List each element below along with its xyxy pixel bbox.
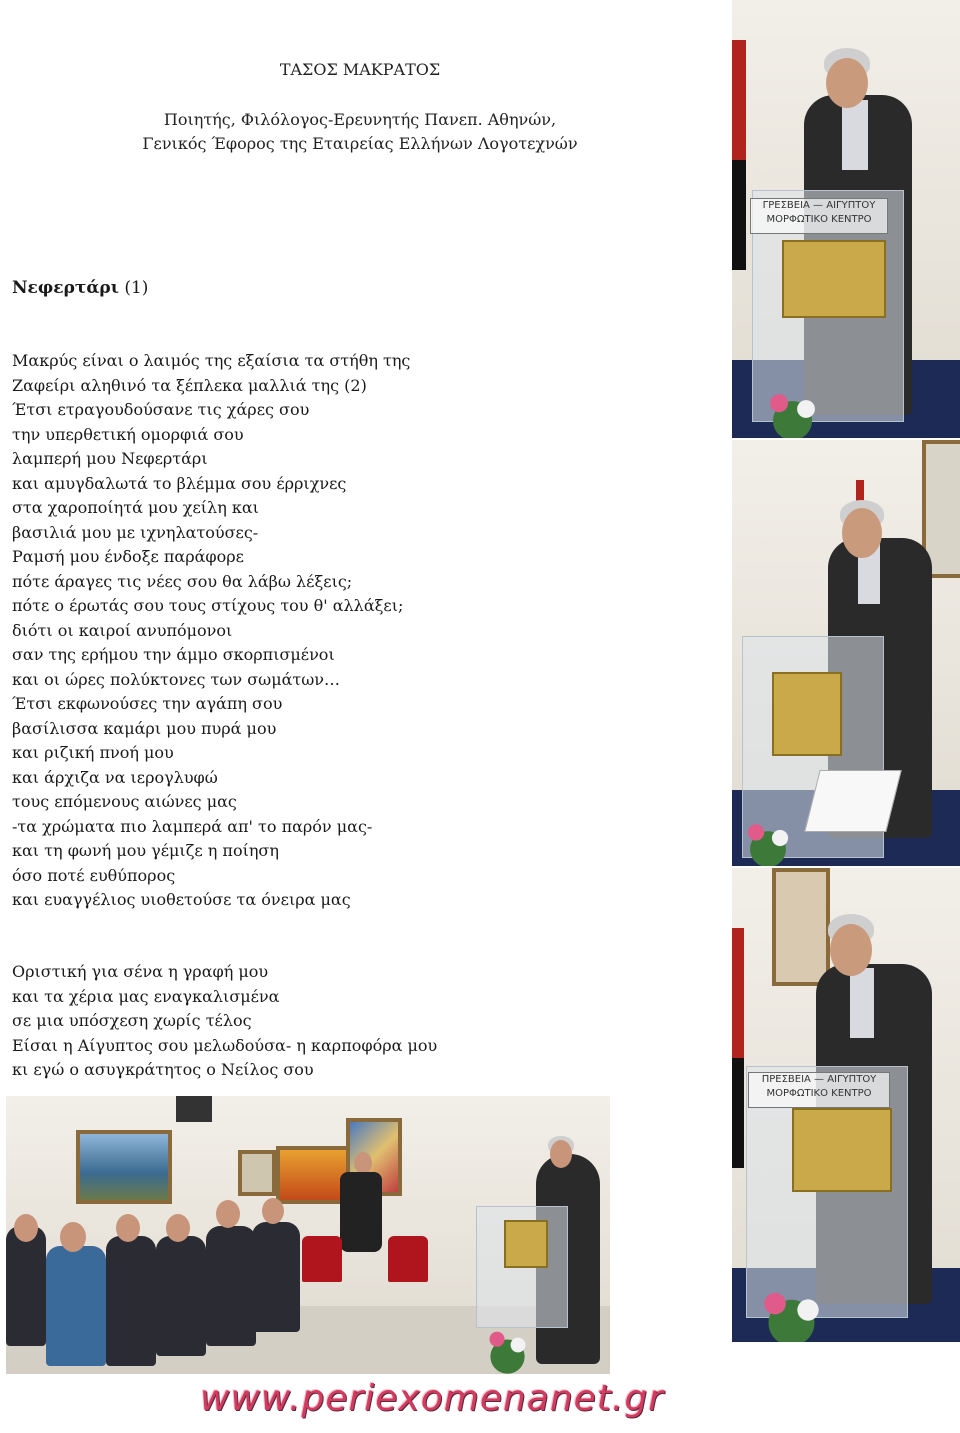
author-affiliation xyxy=(0,108,720,156)
poem-line: διότι οι καιροί ανυπόμονοι xyxy=(12,620,233,640)
poem-line: -τα χρώματα πιο λαμπερά απ' το παρόν μας- xyxy=(12,816,373,836)
poem-line: στα χαροποίητά μου χείλη και xyxy=(12,498,259,517)
poem-line: την υπερθετική ομορφιά σου xyxy=(12,424,244,444)
website-watermark: www.periexomenanet.gr xyxy=(200,1378,665,1419)
photo-speaker-1 xyxy=(732,0,960,438)
banner-text-bottom: ΜΟΡΦΩΤΙΚΟ ΚΕΝΤΡΟ xyxy=(766,214,872,225)
poem-line: και τη φωνή μου γέμιζε η ποίηση xyxy=(12,841,279,860)
poem-line: Ζαφείρι αληθινό τα ξέπλεκα μαλλιά της (2) xyxy=(12,375,367,395)
poem-line: και τα χέρια μας εναγκαλισμένα xyxy=(12,986,280,1006)
photo-speaker-3 xyxy=(732,868,960,1342)
poem-line: λαμπερή μου Νεφερτάρι xyxy=(12,449,208,468)
poem-line: και άρχιζα να ιερογλυφώ xyxy=(12,767,218,787)
poem-line: και οι ώρες πολύκτονες των σωμάτων… xyxy=(12,669,341,689)
poem-line: πότε ο έρωτάς σου τους στίχους του θ' αλλάξει; xyxy=(12,596,404,615)
poem-line: σαν της ερήμου την άμμο σκορπισμένοι xyxy=(12,645,335,664)
poem-line: Ραμσή μου ένδοξε παράφορε xyxy=(12,547,244,566)
poem-line: βασίλισσα καμάρι μου πυρά μου xyxy=(12,718,277,738)
poem-stanza-1 xyxy=(12,349,410,913)
banner-text-top-3: ΠΡΕΣΒΕΙΑ — ΑΙΓΥΠΤΟΥ xyxy=(761,1074,877,1085)
poem-line: τους επόμενους αιώνες μας xyxy=(12,792,237,811)
poem-line: Οριστική για σένα η γραφή μου xyxy=(12,962,269,981)
poem-line: κι εγώ ο ασυγκράτητος ο Νείλος σου xyxy=(12,1060,314,1079)
poem-line: όσο ποτέ ευθύπορος xyxy=(12,865,176,885)
poem-line: και αμυγδαλωτά το βλέμμα σου έρριχνες xyxy=(12,473,347,493)
poem-line: Έτσι εκφωνούσες την αγάπη σου xyxy=(12,694,283,713)
poem-title-text: Νεφερτάρι xyxy=(12,278,119,298)
affiliation-line-2: Γενικός Έφορος της Εταιρείας Ελλήνων Λογοτεχνών xyxy=(142,134,578,153)
banner-text-bottom-3: ΜΟΡΦΩΤΙΚΟ ΚΕΝΤΡΟ xyxy=(766,1088,872,1099)
photo-audience xyxy=(6,1096,610,1374)
banner-text-top: ΓΡΕΣΒΕΙΑ — ΑΙΓΥΠΤΟΥ xyxy=(762,200,876,211)
author-name: ΤΑΣΟΣ ΜΑΚΡΑΤΟΣ xyxy=(279,60,441,79)
poem-stanza-2 xyxy=(12,960,437,1083)
poem-line: και ευαγγέλιος υιοθετούσε τα όνειρα μας xyxy=(12,890,351,909)
poem-title-note: (1) xyxy=(118,278,149,298)
poem-line: Μακρύς είναι ο λαιμός της εξαίσια τα στήθη της xyxy=(12,351,411,370)
poem-line: Έτσι ετραγουδούσανε τις χάρες σου xyxy=(12,400,310,419)
poem-line: και ριζική πνοή μου xyxy=(12,743,174,762)
poem-line: βασιλιά μου με ιχνηλατούσες- xyxy=(12,522,259,542)
affiliation-line-1: Ποιητής, Φιλόλογος-Ερευνητής Πανεπ. Αθηνών, xyxy=(163,110,557,129)
poem-title xyxy=(12,278,148,298)
poem-line: πότε άραγες τις νέες σου θα λάβω λέξεις; xyxy=(12,571,353,591)
photo-speaker-2 xyxy=(732,440,960,866)
poem-line: σε μια υπόσχεση χωρίς τέλος xyxy=(12,1011,252,1030)
poem-line: Είσαι η Αίγυπτος σου μελωδούσα- η καρποφόρα μου xyxy=(12,1035,438,1055)
